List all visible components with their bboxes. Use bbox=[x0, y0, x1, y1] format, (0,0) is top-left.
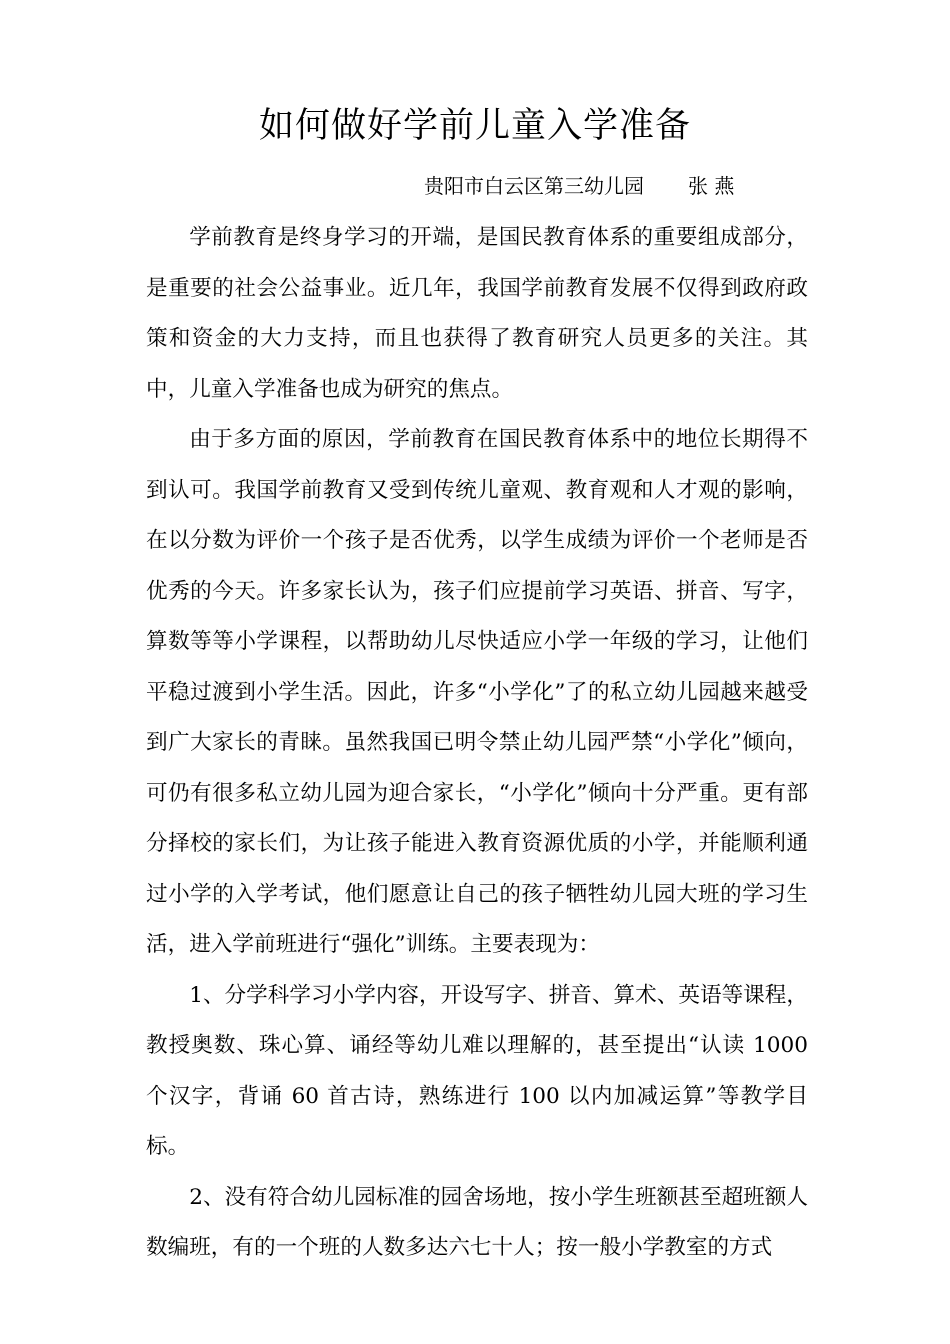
paragraph-4: 2、没有符合幼儿园标准的园舍场地，按小学生班额甚至超班额人数编班，有的一个班的人数多达六七十人；按一般小学教室的方式 bbox=[146, 1184, 808, 1260]
paragraph-1: 学前教育是终身学习的开端，是国民教育体系的重要组成部分，是重要的社会公益事业。近几年，我国学前教育发展不仅得到政府政策和资金的大力支持，而且也获得了教育研究人员更多的关注。其中，儿童入学准备也成为研究的焦点。 bbox=[146, 225, 808, 402]
author-organization: 贵阳市白云区第三幼儿园 bbox=[424, 174, 644, 198]
paragraph-3: 1、分学科学习小学内容，开设写字、拼音、算术、英语等课程，教授奥数、珠心算、诵经等幼儿难以理解的，甚至提出“认读 1000 个汉字，背诵 60 首古诗，熟练进行 100 以内加减运算”等教学目标。 bbox=[146, 982, 808, 1159]
author-name: 张 燕 bbox=[688, 174, 735, 198]
body-text bbox=[146, 213, 808, 1274]
byline bbox=[424, 172, 734, 200]
document-title: 如何做好学前儿童入学准备 bbox=[258, 106, 691, 146]
paragraph-2: 由于多方面的原因，学前教育在国民教育体系中的地位长期得不到认可。我国学前教育又受到传统儿童观、教育观和人才观的影响，在以分数为评价一个孩子是否优秀，以学生成绩为评价一个老师是否优秀的今天。许多家长认为，孩子们应提前学习英语、拼音、写字，算数等等小学课程，以帮助幼儿尽快适应小学一年级的学习，让他们平稳过渡到小学生活。因此，许多“小学化”了的私立幼儿园越来越受到广大家长的青睐。虽然我国已明令禁止幼儿园严禁“小学化”倾向，可仍有很多私立幼儿园为迎合家长，“小学化”倾向十分严重。更有部分择校的家长们，为让孩子能进入教育资源优质的小学，并能顺利通过小学的入学考试，他们愿意让自己的孩子牺牲幼儿园大班的学习生活，进入学前班进行“强化”训练。主要表现为： bbox=[146, 427, 808, 957]
